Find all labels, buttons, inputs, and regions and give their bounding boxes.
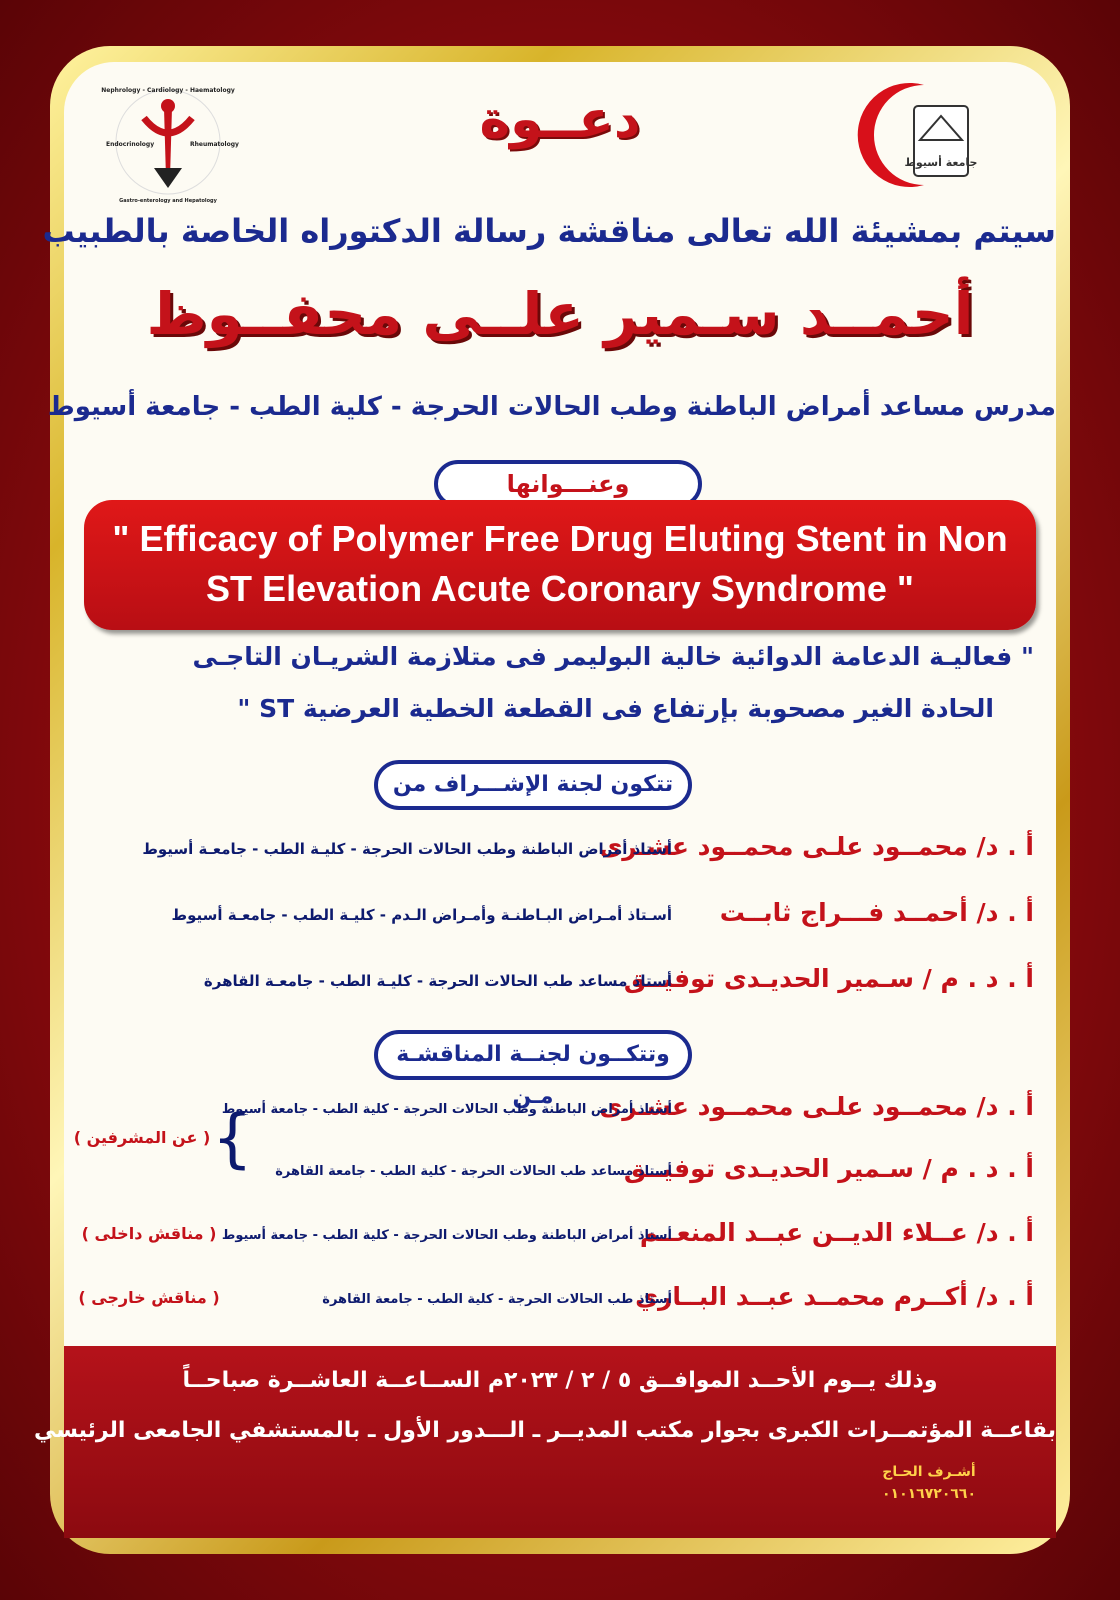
footer-venue-line: بقاعــة المؤتمــرات الكبرى بجوار مكتب المديــر ـ الـــدور الأول ـ بالمستشفي الجامعى الرئيسي bbox=[34, 1418, 1056, 1443]
supervisor-row bbox=[74, 832, 1034, 872]
discussion-affiliation: أستاذ طب الحالات الحرجة - كلية الطب - جامعة القاهرة bbox=[322, 1292, 672, 1307]
supervision-label-pill: تتكون لجنة الإشـــراف من bbox=[374, 760, 692, 810]
university-logo-text: جامعة أسيوط bbox=[904, 156, 978, 169]
logo-text-left: Endocrinology bbox=[106, 141, 155, 148]
supervisor-name: أ . د . م / سـمير الحديـدى توفيــق bbox=[623, 964, 1034, 993]
logo-text-top: Nephrology - Cardiology - Haematology bbox=[101, 87, 235, 94]
discussion-name: أ . د/ أكــرم محمــد عبــد البــاري bbox=[635, 1282, 1034, 1311]
english-title-box bbox=[84, 500, 1036, 630]
supervisor-row bbox=[74, 898, 1034, 938]
supervisors-role: ( عن المشرفين ) bbox=[73, 1128, 211, 1147]
discussion-affiliation: أستاذ أمراض الباطنة وطب الحالات الحرجة - كلية الطب - جامعة أسيوط bbox=[221, 1228, 672, 1243]
candidate-position: مدرس مساعد أمراض الباطنة وطب الحالات الحرجة - كلية الطب - جامعة أسيوط bbox=[47, 392, 1056, 422]
logo-text-bottom: Gastro-enterology and Hepatology bbox=[119, 198, 217, 204]
discussion-role: ( مناقش خارجى ) bbox=[78, 1288, 220, 1307]
designer-credit: أشـرف الحـاج bbox=[882, 1464, 976, 1480]
discussion-name: أ . د/ عــلاء الديــن عبــد المنعــم bbox=[639, 1218, 1034, 1247]
intro-line: سيتم بمشيئة الله تعالى مناقشة رسالة الدكتوراه الخاصة بالطبيب bbox=[42, 212, 1056, 250]
discussion-name: أ . د . م / سـمير الحديـدى توفيــق bbox=[623, 1154, 1034, 1183]
discussion-role: ( مناقش داخلى ) bbox=[81, 1224, 217, 1243]
discussion-label-pill: وتتكــون لجنــة المناقشـة مـن bbox=[374, 1030, 692, 1080]
english-title-line1: " Efficacy of Polymer Free Drug Eluting Stent in Non bbox=[112, 518, 1008, 559]
discussion-affiliation: أستاذ أمراض الباطنة وطب الحالات الحرجة - كلية الطب - جامعة أسيوط bbox=[221, 1102, 672, 1117]
supervisor-affiliation: أسـتاذ أمـراض البـاطنـة وأمـراض الـدم - كليـة الطب - جامعـة أسيوط bbox=[171, 906, 672, 924]
invitation-title: دعــوة bbox=[479, 90, 641, 150]
discussion-name: أ . د/ محمــود علـى محمــود عشـرى bbox=[599, 1092, 1034, 1121]
brace-symbol: { bbox=[212, 1102, 253, 1176]
invitation-card bbox=[34, 62, 1056, 1538]
arabic-title-line1: " فعاليـة الدعامة الدوائية خالية البوليمر فى متلازمة الشريـان التاجـى bbox=[192, 642, 1034, 671]
arabic-title-line2: الحادة الغير مصحوبة بإرتفاع فى القطعة الخطية العرضية ST " bbox=[237, 694, 994, 723]
supervisor-name: أ . د/ محمــود علـى محمــود عشـرى bbox=[599, 832, 1034, 861]
supervisor-name: أ . د/ أحمــد فـــراج ثابــت bbox=[719, 898, 1034, 927]
supervisor-affiliation: أستاذ مساعد طب الحالات الحرجة - كليـة الطب - جامعـة القاهرة bbox=[203, 972, 672, 990]
supervisor-affiliation: أستاذ أمراض الباطنة وطب الحالات الحرجة - كليـة الطب - جامعـة أسيوط bbox=[142, 840, 672, 858]
footer-date-line: وذلك يــوم الأحــد الموافــق ٥ / ٢ / ٢٠٢٣م الســاعــة العاشــرة صباحــاً bbox=[182, 1368, 938, 1393]
discussion-row bbox=[74, 1282, 1034, 1322]
title-label-pill: وعنـــوانها bbox=[434, 460, 702, 508]
english-title-line2: ST Elevation Acute Coronary Syndrome " bbox=[206, 568, 914, 609]
supervisor-row bbox=[74, 964, 1034, 1004]
designer-phone: ٠١٠١٦٧٢٠٦٦٠ bbox=[882, 1486, 976, 1502]
discussion-row bbox=[74, 1218, 1034, 1258]
logo-text-right: Rheumatology bbox=[190, 141, 239, 148]
footer-band bbox=[34, 1346, 1056, 1538]
discussion-affiliation: أستاذ مساعد طب الحالات الحرجة - كلية الطب - جامعة القاهرة bbox=[275, 1164, 672, 1179]
candidate-name: أحمــد سـمير علــى محفــوظ bbox=[146, 280, 974, 348]
